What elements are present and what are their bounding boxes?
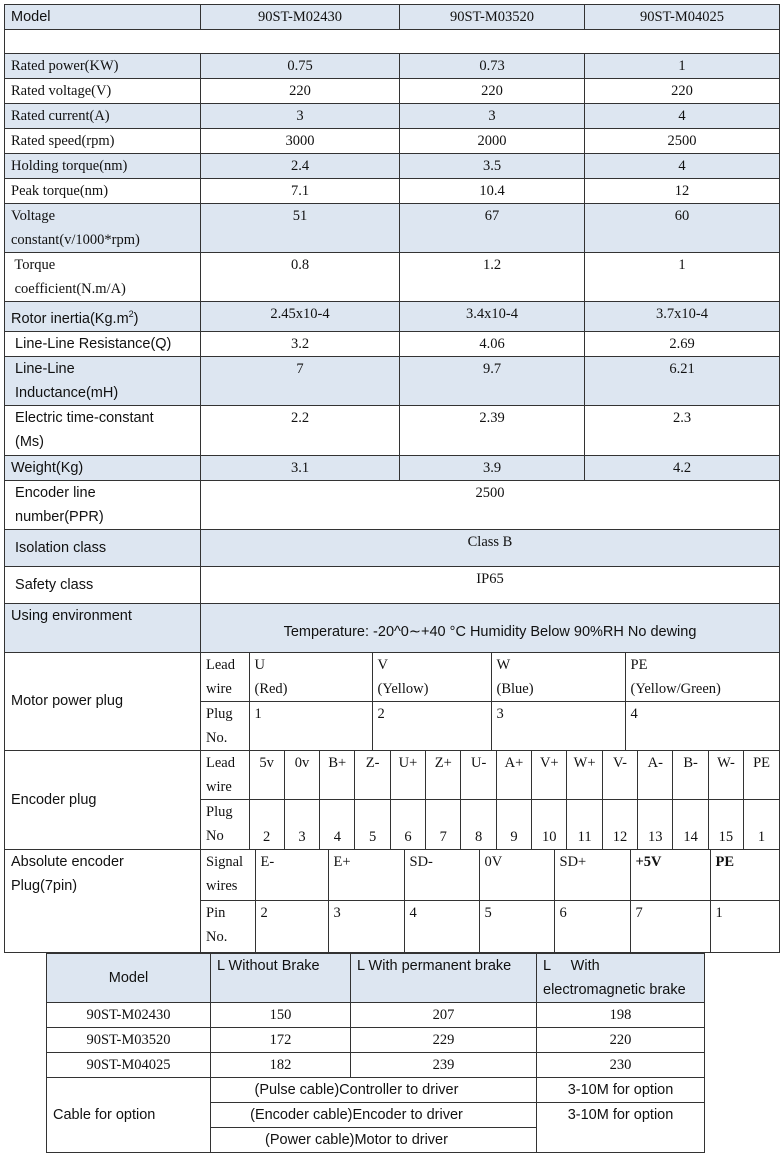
spec-value: IP65 xyxy=(201,566,780,603)
signal-wire: SD+ xyxy=(554,850,630,901)
spec-value: 2.69 xyxy=(585,331,780,356)
encoder-plug-no: 14 xyxy=(673,800,708,849)
encoder-lead: B+ xyxy=(320,751,355,800)
cable-name: (Pulse cable)Controller to driver xyxy=(211,1078,537,1103)
pin-no: 2 xyxy=(255,901,328,952)
spec-value: 3.1 xyxy=(201,455,400,480)
blank-row xyxy=(5,30,780,54)
cable-option: 3-10M for option xyxy=(537,1078,705,1103)
spec-label: Safety class xyxy=(5,566,201,603)
spec-row xyxy=(5,405,780,455)
plug-no-label: Plug No. xyxy=(201,701,249,750)
spec-row xyxy=(5,79,780,104)
length-model: 90ST-M03520 xyxy=(47,1028,211,1053)
length-header: L With permanent brake xyxy=(351,954,537,1003)
motor-plug-table xyxy=(201,653,779,750)
spec-row xyxy=(5,204,780,253)
length-row xyxy=(47,1053,705,1078)
spec-value: 2.45x10-4 xyxy=(201,302,400,332)
spec-label: Torque coefficient(N.m/A) xyxy=(5,253,201,302)
spec-value: 51 xyxy=(201,204,400,253)
encoder-plug-no: 8 xyxy=(461,800,496,849)
spec-sheet xyxy=(4,4,779,953)
length-value: 172 xyxy=(211,1028,351,1053)
spec-label: Rated power(KW) xyxy=(5,54,201,79)
encoder-lead: B- xyxy=(673,751,708,800)
encoder-lead: U+ xyxy=(390,751,425,800)
encoder-plug-no: 5 xyxy=(355,800,390,849)
pin-no: 6 xyxy=(554,901,630,952)
encoder-plug-row xyxy=(5,750,780,849)
encoder-plug-no: 2 xyxy=(249,800,284,849)
spec-label: Peak torque(nm) xyxy=(5,179,201,204)
spec-label: Rotor $inertia(Kg.m^2)$ xyxy=(5,302,201,332)
encoder-plug-no: 4 xyxy=(320,800,355,849)
encoder-lead: U- xyxy=(461,751,496,800)
encoder-plug-label: Encoder plug xyxy=(5,750,201,849)
abs-encoder-row xyxy=(5,849,780,952)
spec-row xyxy=(5,331,780,356)
spec-label: Weight(Kg) xyxy=(5,455,201,480)
spec-label: Holding torque(nm) xyxy=(5,154,201,179)
spec-value: 4.2 xyxy=(585,455,780,480)
length-value: 207 xyxy=(351,1003,537,1028)
spec-value: 2.2 xyxy=(201,405,400,455)
abs-encoder-table xyxy=(201,850,779,952)
spec-label: Using environment xyxy=(5,603,201,652)
spec-value: 2.39 xyxy=(400,405,585,455)
spec-value: 220 xyxy=(201,79,400,104)
length-value: 230 xyxy=(537,1053,705,1078)
header-model-3: 90ST-M04025 xyxy=(585,5,780,30)
abs-encoder-label: Absolute encoder Plug(7pin) xyxy=(5,849,201,952)
spec-value: 2500 xyxy=(201,480,780,529)
spec-row xyxy=(5,455,780,480)
header-model: Model xyxy=(5,5,201,30)
length-header-row xyxy=(47,954,705,1003)
lead-wire: V (Yellow) xyxy=(372,653,491,702)
spec-row xyxy=(5,129,780,154)
plug-no: 1 xyxy=(249,701,372,750)
spec-value: 0.75 xyxy=(201,54,400,79)
length-header: L With electromagnetic brake xyxy=(537,954,705,1003)
spec-label: Rated voltage(V) xyxy=(5,79,201,104)
cable-row xyxy=(47,1078,705,1103)
spec-value: 2500 xyxy=(585,129,780,154)
encoder-lead: W- xyxy=(708,751,743,800)
length-value: 150 xyxy=(211,1003,351,1028)
motor-plug-row xyxy=(5,652,780,750)
signal-wire: E- xyxy=(255,850,328,901)
spec-value: 4 xyxy=(585,104,780,129)
pin-no: 4 xyxy=(404,901,479,952)
spec-label: Line-Line Resistance(Q) xyxy=(5,331,201,356)
encoder-plug-no: 10 xyxy=(532,800,567,849)
spec-row xyxy=(5,253,780,302)
plug-no-label: Plug No xyxy=(201,800,249,849)
encoder-lead: Z- xyxy=(355,751,390,800)
spec-value: 7.1 xyxy=(201,179,400,204)
spec-value: 3.9 xyxy=(400,455,585,480)
header-model-2: 90ST-M03520 xyxy=(400,5,585,30)
length-model: 90ST-M02430 xyxy=(47,1003,211,1028)
spec-value: 1 xyxy=(585,253,780,302)
signal-wire: PE xyxy=(710,850,779,901)
length-row xyxy=(47,1003,705,1028)
spec-label: Voltage constant(v/1000*rpm) xyxy=(5,204,201,253)
spec-value: 10.4 xyxy=(400,179,585,204)
lead-wire-label: Lead wire xyxy=(201,653,249,702)
signal-wire: +5V xyxy=(630,850,710,901)
spec-value: 4.06 xyxy=(400,331,585,356)
length-value: 182 xyxy=(211,1053,351,1078)
spec-value: 3 xyxy=(201,104,400,129)
spec-value: 1 xyxy=(585,54,780,79)
lead-wire-label: Lead wire xyxy=(201,751,249,800)
encoder-line-row xyxy=(5,480,780,529)
spec-value: 220 xyxy=(585,79,780,104)
spec-value: 3 xyxy=(400,104,585,129)
plug-no: 2 xyxy=(372,701,491,750)
encoder-plug-table xyxy=(201,751,779,849)
motor-plug-label: Motor power plug xyxy=(5,652,201,750)
spec-value: 2.4 xyxy=(201,154,400,179)
encoder-lead: V- xyxy=(602,751,637,800)
plug-no: 3 xyxy=(491,701,625,750)
spec-label: Rated speed(rpm) xyxy=(5,129,201,154)
spec-value: 220 xyxy=(400,79,585,104)
environment-row xyxy=(5,603,780,652)
spec-value: 60 xyxy=(585,204,780,253)
cable-name: (Power cable)Motor to driver xyxy=(211,1128,537,1153)
spec-value: 6.21 xyxy=(585,356,780,405)
spec-value: Class B xyxy=(201,529,780,566)
spec-value: 3000 xyxy=(201,129,400,154)
encoder-lead: Z+ xyxy=(426,751,461,800)
spec-label: Line-Line Inductance(mH) xyxy=(5,356,201,405)
length-value: 229 xyxy=(351,1028,537,1053)
pin-no-label: Pin No. xyxy=(201,901,255,952)
encoder-plug-no: 9 xyxy=(496,800,531,849)
spec-value: 1.2 xyxy=(400,253,585,302)
spec-value: 9.7 xyxy=(400,356,585,405)
lead-wire: W (Blue) xyxy=(491,653,625,702)
spec-row xyxy=(5,302,780,332)
spec-value: 2.3 xyxy=(585,405,780,455)
spec-label: Electric time-constant (Ms) xyxy=(5,405,201,455)
length-header: L Without Brake xyxy=(211,954,351,1003)
length-table xyxy=(46,953,705,1153)
spec-value: 3.4x10-4 xyxy=(400,302,585,332)
encoder-lead: 5v xyxy=(249,751,284,800)
encoder-lead: A- xyxy=(638,751,673,800)
spec-header-row xyxy=(5,5,780,30)
length-header-model: Model xyxy=(47,954,211,1003)
spec-value: 12 xyxy=(585,179,780,204)
isolation-row xyxy=(5,529,780,566)
spec-label: Rated current(A) xyxy=(5,104,201,129)
pin-no: 1 xyxy=(710,901,779,952)
encoder-lead: A+ xyxy=(496,751,531,800)
encoder-lead: 0v xyxy=(284,751,319,800)
spec-row xyxy=(5,54,780,79)
pin-no: 3 xyxy=(328,901,404,952)
length-value: 239 xyxy=(351,1053,537,1078)
spec-value: 3.7x10-4 xyxy=(585,302,780,332)
encoder-plug-no: 15 xyxy=(708,800,743,849)
spec-value: 67 xyxy=(400,204,585,253)
spec-table xyxy=(4,4,780,953)
length-model: 90ST-M04025 xyxy=(47,1053,211,1078)
spec-value: 2000 xyxy=(400,129,585,154)
length-row xyxy=(47,1028,705,1053)
header-model-1: 90ST-M02430 xyxy=(201,5,400,30)
encoder-plug-no: 12 xyxy=(602,800,637,849)
cable-label: Cable for option xyxy=(47,1078,211,1153)
signal-wires-label: Signal wires xyxy=(201,850,255,901)
lead-wire: U (Red) xyxy=(249,653,372,702)
spec-label: Encoder line number(PPR) xyxy=(5,480,201,529)
pin-no: 5 xyxy=(479,901,554,952)
spec-value: 0.8 xyxy=(201,253,400,302)
encoder-plug-no: 1 xyxy=(744,800,779,849)
encoder-lead: PE xyxy=(744,751,779,800)
signal-wire: E+ xyxy=(328,850,404,901)
spec-row xyxy=(5,179,780,204)
pin-no: 7 xyxy=(630,901,710,952)
spec-value: 4 xyxy=(585,154,780,179)
length-value: 198 xyxy=(537,1003,705,1028)
spec-value: 0.73 xyxy=(400,54,585,79)
spec-row xyxy=(5,154,780,179)
encoder-lead: W+ xyxy=(567,751,602,800)
lead-wire: PE (Yellow/Green) xyxy=(625,653,779,702)
spec-value: 3.5 xyxy=(400,154,585,179)
cable-option: 3-10M for option xyxy=(537,1103,705,1153)
spec-label: Isolation class xyxy=(5,529,201,566)
plug-no: 4 xyxy=(625,701,779,750)
encoder-plug-no: 6 xyxy=(390,800,425,849)
signal-wire: 0V xyxy=(479,850,554,901)
encoder-plug-no: 7 xyxy=(426,800,461,849)
cable-name: (Encoder cable)Encoder to driver xyxy=(211,1103,537,1128)
spec-row xyxy=(5,104,780,129)
encoder-lead: V+ xyxy=(532,751,567,800)
encoder-plug-no: 11 xyxy=(567,800,602,849)
spec-value: 7 xyxy=(201,356,400,405)
signal-wire: SD- xyxy=(404,850,479,901)
encoder-plug-no: 3 xyxy=(284,800,319,849)
spec-value: 3.2 xyxy=(201,331,400,356)
spec-value: Temperature: -20^0∼+40 °C Humidity Below 90%RH No dewing xyxy=(201,603,780,652)
length-value: 220 xyxy=(537,1028,705,1053)
encoder-plug-no: 13 xyxy=(638,800,673,849)
safety-row xyxy=(5,566,780,603)
spec-row xyxy=(5,356,780,405)
